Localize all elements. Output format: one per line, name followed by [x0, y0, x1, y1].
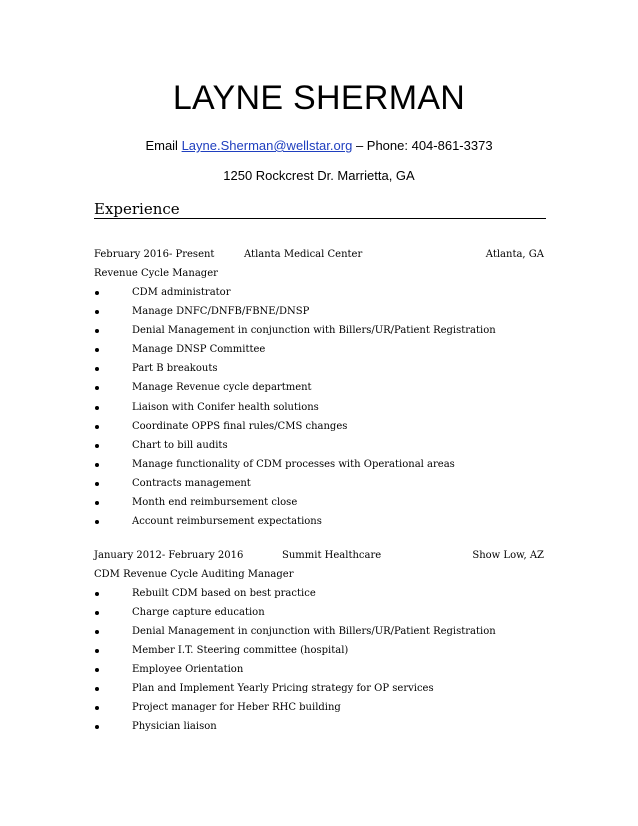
duty-text: Chart to bill audits	[132, 439, 228, 451]
job-title: Revenue Cycle Manager	[94, 268, 218, 279]
bullet-icon	[95, 520, 99, 524]
job-title: CDM Revenue Cycle Auditing Manager	[94, 569, 294, 580]
duty-text: Charge capture education	[132, 607, 265, 618]
list-item	[94, 457, 546, 476]
list-item	[94, 495, 546, 514]
bullet-icon	[95, 291, 99, 295]
duty-text: Denial Management in conjunction with Billers/UR/Patient Registration	[132, 325, 496, 337]
bullet-icon	[95, 348, 99, 352]
duty-text: Manage functionality of CDM processes with Operational areas	[132, 458, 455, 470]
list-item	[94, 438, 546, 457]
list-item	[94, 476, 546, 495]
list-item	[94, 624, 546, 643]
duty-text: Coordinate OPPS final rules/CMS changes	[132, 420, 348, 432]
duty-text: Member I.T. Steering committee (hospital)	[132, 645, 349, 656]
job-location: Show Low, AZ	[472, 550, 544, 561]
list-item	[94, 700, 546, 719]
list-item	[94, 719, 546, 738]
experience-heading: Experience	[94, 200, 180, 218]
bullet-icon	[95, 463, 99, 467]
duties-list	[94, 586, 546, 738]
job-dates: February 2016- Present	[94, 249, 215, 260]
job-header	[94, 247, 546, 263]
duty-text: CDM administrator	[132, 287, 231, 298]
duty-text: Manage Revenue cycle department	[132, 382, 312, 394]
duty-text: Physician liaison	[132, 721, 217, 732]
email-link[interactable]: Layne.Sherman@wellstar.org	[181, 138, 353, 153]
duty-text: Account reimbursement expectations	[132, 516, 322, 528]
list-item	[94, 400, 546, 419]
candidate-name: LAYNE SHERMAN	[172, 79, 466, 117]
bullet-icon	[95, 725, 99, 729]
section-divider	[94, 218, 546, 219]
duty-text: Month end reimbursement close	[132, 497, 298, 509]
bullet-icon	[95, 310, 99, 314]
list-item	[94, 285, 546, 304]
job-location: Atlanta, GA	[485, 249, 544, 260]
phone-text: – Phone: 404-861-3373	[355, 138, 493, 153]
list-item	[94, 342, 546, 361]
bullet-icon	[95, 630, 99, 634]
bullet-icon	[95, 386, 99, 390]
bullet-icon	[95, 501, 99, 505]
duty-text: Part B breakouts	[132, 363, 218, 375]
list-item	[94, 605, 546, 624]
duty-text: Project manager for Heber RHC building	[132, 702, 341, 713]
bullet-icon	[95, 687, 99, 691]
duty-text: Denial Management in conjunction with Billers/UR/Patient Registration	[132, 626, 496, 637]
duty-text: Contracts management	[132, 477, 251, 489]
job-entry	[94, 247, 546, 533]
duty-text: Manage DNSP Committee	[132, 344, 266, 356]
email-label: Email	[145, 138, 178, 153]
address-line: 1250 Rockcrest Dr. Marrietta, GA	[223, 168, 415, 183]
list-item	[94, 662, 546, 681]
duty-text: Rebuilt CDM based on best practice	[132, 588, 316, 599]
list-item	[94, 643, 546, 662]
bullet-icon	[95, 329, 99, 333]
bullet-icon	[95, 444, 99, 448]
bullet-icon	[95, 611, 99, 615]
list-item	[94, 361, 546, 380]
bullet-icon	[95, 406, 99, 410]
list-item	[94, 514, 546, 533]
bullet-icon	[95, 649, 99, 653]
bullet-icon	[95, 592, 99, 596]
duty-text: Manage DNFC/DNFB/FBNE/DNSP	[132, 306, 310, 318]
list-item	[94, 681, 546, 700]
list-item	[94, 304, 546, 323]
duty-text: Plan and Implement Yearly Pricing strategy for OP services	[132, 683, 434, 694]
contact-line	[0, 138, 638, 154]
bullet-icon	[95, 367, 99, 371]
job-entry	[94, 548, 546, 738]
list-item	[94, 323, 546, 342]
bullet-icon	[95, 668, 99, 672]
list-item	[94, 419, 546, 438]
duty-text: Liaison with Conifer health solutions	[132, 401, 319, 413]
job-header	[94, 548, 546, 564]
list-item	[94, 380, 546, 399]
duty-text: Employee Orientation	[132, 664, 244, 675]
job-employer: Atlanta Medical Center	[244, 249, 363, 260]
job-employer: Summit Healthcare	[282, 550, 382, 561]
bullet-icon	[95, 425, 99, 429]
bullet-icon	[95, 482, 99, 486]
job-dates: January 2012- February 2016	[94, 550, 244, 561]
list-item	[94, 586, 546, 605]
duties-list	[94, 285, 546, 533]
bullet-icon	[95, 706, 99, 710]
